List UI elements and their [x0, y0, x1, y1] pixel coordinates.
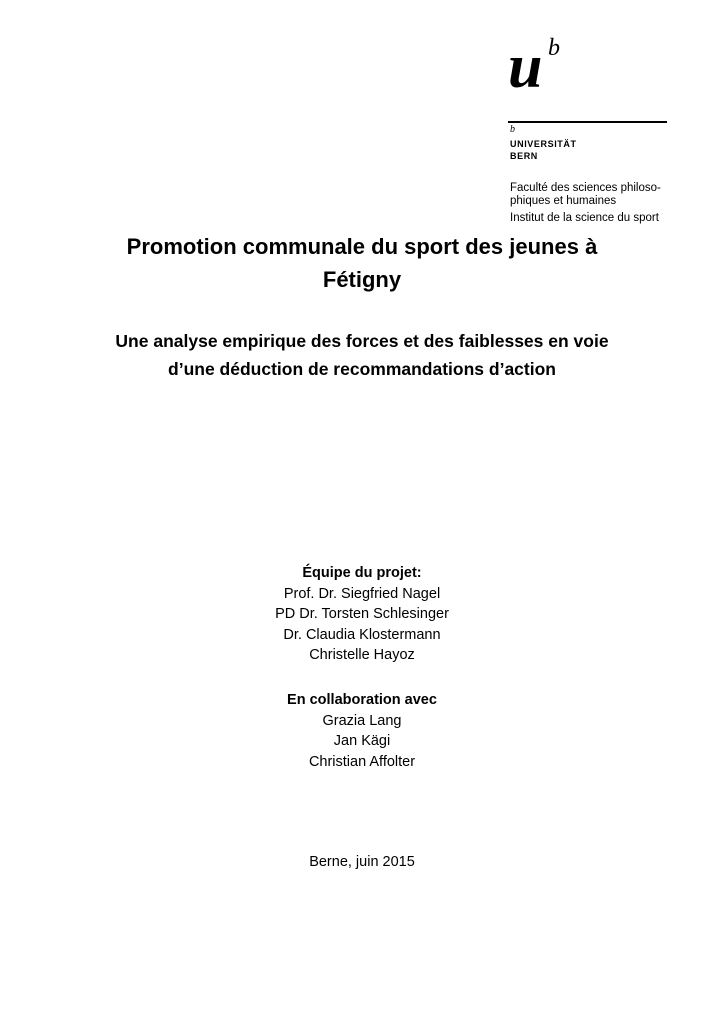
logo-small-b: b — [510, 124, 515, 135]
faculty-block — [510, 182, 680, 225]
logo-mark-u: u — [508, 33, 543, 101]
title-line1: Promotion communale du sport des jeunes à — [126, 234, 598, 259]
subtitle-line2: d’une déduction de recommandations d’action — [168, 359, 556, 379]
team-member: Dr. Claudia Klostermann — [283, 626, 441, 643]
collaborator: Grazia Lang — [322, 712, 402, 729]
collaboration — [162, 690, 562, 772]
logo-mark-b: b — [548, 35, 560, 61]
collaborator: Christian Affolter — [308, 753, 416, 770]
place-and-date: Berne, juin 2015 — [309, 854, 415, 870]
institute-name: Institut de la science du sport — [510, 212, 659, 224]
document-subtitle — [60, 327, 664, 383]
team-heading: Équipe du projet: — [302, 565, 422, 581]
logo-rule — [508, 121, 667, 123]
subtitle-line1: Une analyse empirique des forces et des faiblesses en voie — [115, 331, 609, 351]
logo-name-line1: UNIVERSITÄT — [510, 139, 577, 149]
faculty-line2: phiques et humaines — [510, 195, 617, 207]
team-member: Prof. Dr. Siegfried Nagel — [283, 585, 441, 602]
collaborator: Jan Kägi — [333, 733, 391, 749]
faculty-line1: Faculté des sciences philoso- — [510, 182, 661, 194]
document-title — [60, 230, 664, 296]
collaboration-heading: En collaboration avec — [287, 692, 437, 708]
project-team — [162, 563, 562, 666]
team-member: Christelle Hayoz — [309, 647, 415, 663]
logo-name-line2: BERN — [510, 151, 538, 161]
title-line2: Fétigny — [322, 267, 402, 292]
team-member: PD Dr. Torsten Schlesinger — [275, 606, 449, 622]
logo-name — [510, 138, 577, 162]
